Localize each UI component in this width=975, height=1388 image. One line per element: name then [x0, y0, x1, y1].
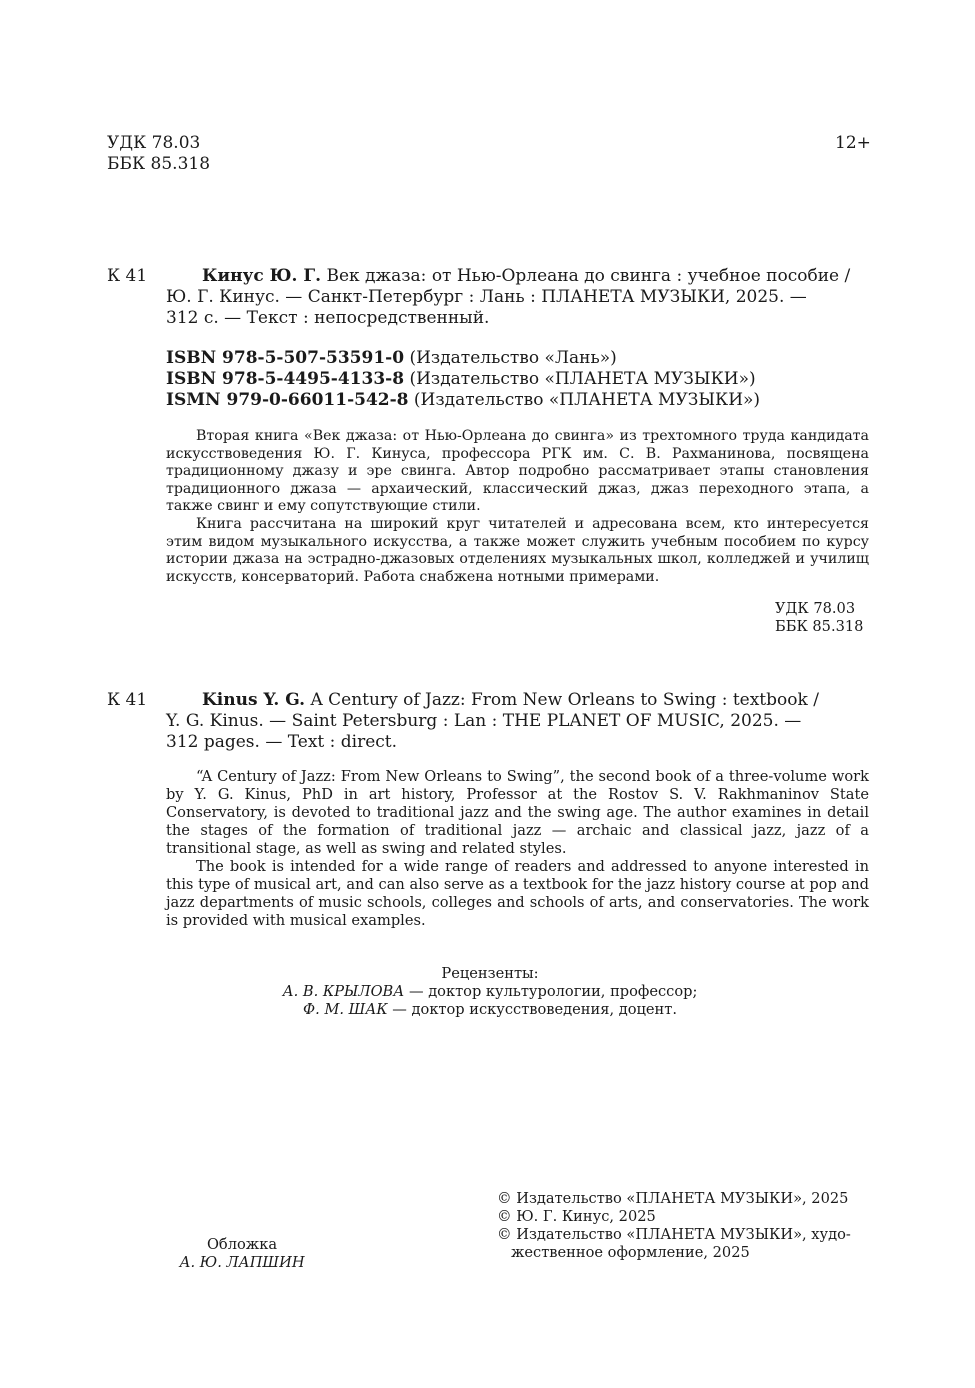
- bbk-code: ББК 85.318: [107, 154, 211, 174]
- udk-code: УДК 78.03: [775, 600, 856, 617]
- abstract-paragraph: Книга рассчитана на широкий круг читателей и адресована всем, кто интересуется этим видом музыкального искусства, а также может служить учебным пособием по курсу истории джаза на эстрадно-джазовых отделениях музыкальных школ, колледжей и училищ искусств, консерваторий. Работа снабжена нотными примерами.: [166, 515, 869, 585]
- extent-line: 312 pages. — Text : direct.: [166, 732, 398, 752]
- publication-line: Y. G. Kinus. — Saint Petersburg : Lan : THE PLANET OF MUSIC, 2025. —: [166, 711, 802, 731]
- extent-line: 312 с. — Текст : непосредственный.: [166, 308, 490, 328]
- reviewers-heading: Рецензенты:: [441, 965, 539, 982]
- ru-bibliographic-entry: [107, 266, 869, 329]
- title-line: Век джаза: от Нью-Орлеана до свинга : учебное пособие /: [326, 266, 851, 286]
- abstract-paragraph: The book is intended for a wide range of readers and addressed to anyone interested in this type of musical art, and can also serve as a textbook for the jazz history course at pop and jazz departments of music schools, colleges and schools of arts, and conservatories. The work is provided with musical examples.: [166, 858, 869, 929]
- copyright-line: © Издательство «ПЛАНЕТА МУЗЫКИ», худо-: [497, 1226, 851, 1243]
- udk-code: УДК 78.03: [107, 133, 201, 153]
- reviewer: А. В. КРЫЛОВА — доктор культурологии, профессор;: [282, 983, 698, 1000]
- author-mark: К 41: [107, 690, 148, 710]
- ismn-line: ISMN 979-0-66011-542-8 (Издательство «ПЛАНЕТА МУЗЫКИ»): [166, 390, 761, 410]
- publication-line: Ю. Г. Кинус. — Санкт-Петербург : Лань : ПЛАНЕТА МУЗЫКИ, 2025. —: [166, 287, 807, 307]
- author-name: Kinus Y. G.: [202, 690, 306, 710]
- en-abstract: [166, 768, 869, 930]
- copyright-line-continued: жественное оформление, 2025: [511, 1244, 750, 1261]
- en-bibliographic-entry: [107, 690, 869, 753]
- abstract-paragraph: “A Century of Jazz: From New Orleans to Swing”, the second book of a three-volume work by Y. G. Kinus, PhD in art history, Professor at the Rostov S. V. Rakhmaninov State Conservatory, is devoted to traditional jazz and the swing age. The author examines in detail the stages of the formation of traditional jazz — archaic and classical jazz, jazz of a transitional stage, as well as swing and related styles.: [166, 768, 869, 857]
- isbn-line: ISBN 978-5-4495-4133-8 (Издательство «ПЛАНЕТА МУЗЫКИ»): [166, 369, 756, 389]
- copyright-line: © Издательство «ПЛАНЕТА МУЗЫКИ», 2025: [497, 1190, 849, 1207]
- isbn-line: ISBN 978-5-507-53591-0 (Издательство «Лань»): [166, 348, 617, 368]
- author-name: Кинус Ю. Г.: [202, 266, 322, 286]
- ru-abstract: [166, 428, 869, 586]
- cover-credit: [172, 1236, 312, 1272]
- cover-artist: А. Ю. ЛАПШИН: [179, 1254, 305, 1271]
- copyright-line: © Ю. Г. Кинус, 2025: [497, 1208, 656, 1225]
- reviewers-block: [150, 965, 830, 1019]
- abstract-paragraph: Вторая книга «Век джаза: от Нью-Орлеана до свинга» из трехтомного труда кандидата искусствоведения Ю. Г. Кинуса, профессора РГК им. С. В. Рахманинова, посвящена традиционному джазу и эре свинга. Автор подробно рассматривает этапы становления традиционного джаза — архаический, классический джаз, джаз переходного этапа, а также свинг и ему сопутствующие стили.: [166, 428, 869, 515]
- author-mark: К 41: [107, 266, 148, 286]
- copyright-block: [497, 1190, 869, 1262]
- classification-codes: [107, 133, 210, 175]
- identifiers-block: [166, 348, 760, 411]
- classification-codes-right: [775, 600, 863, 636]
- cover-label: Обложка: [206, 1236, 278, 1253]
- age-rating: 12+: [835, 133, 871, 153]
- bbk-code: ББК 85.318: [775, 618, 864, 635]
- reviewer: Ф. М. ШАК — доктор искусствоведения, доцент.: [303, 1001, 677, 1018]
- title-line: A Century of Jazz: From New Orleans to Swing : textbook /: [310, 690, 819, 710]
